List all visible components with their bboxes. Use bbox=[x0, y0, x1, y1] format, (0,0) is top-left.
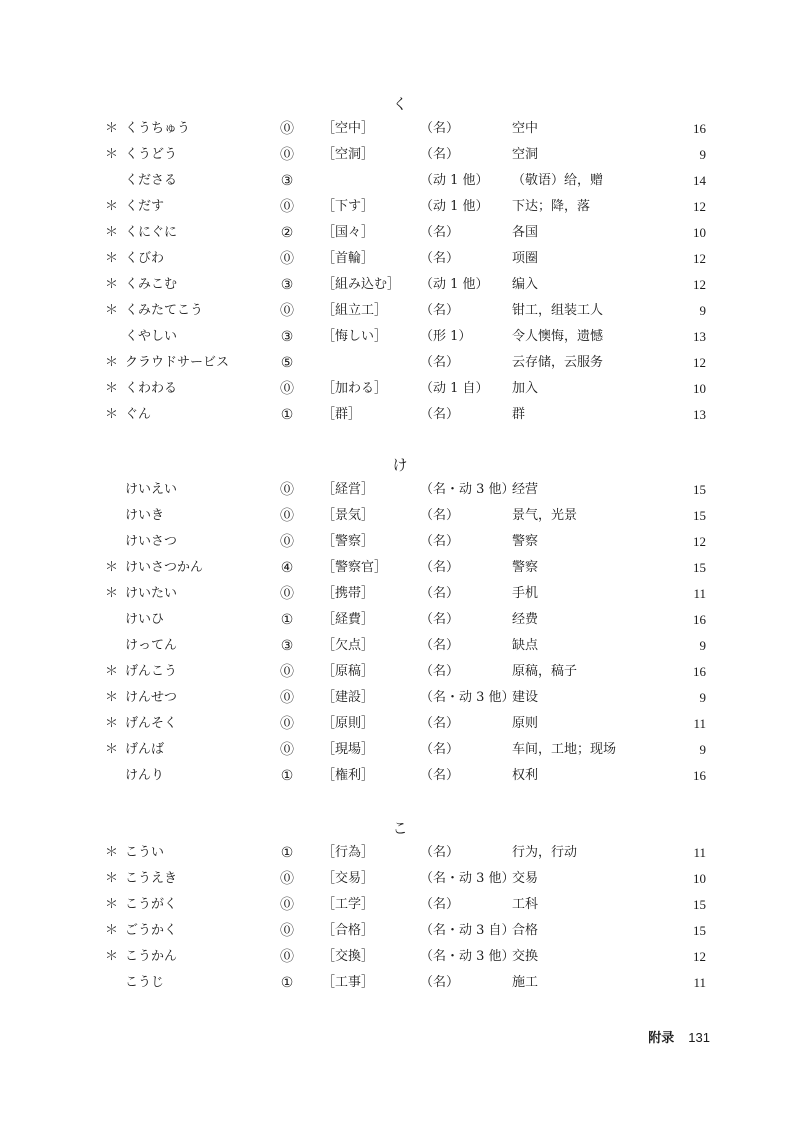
part-of-speech: （名） bbox=[420, 975, 460, 990]
entry-meaning: 加入 bbox=[512, 381, 539, 396]
lesson-number: 16 bbox=[693, 768, 706, 783]
lesson-number: 10 bbox=[693, 871, 706, 886]
entry-reading: くにぐに bbox=[125, 225, 178, 240]
part-of-speech: （名） bbox=[420, 407, 460, 422]
vocab-entry-row bbox=[0, 529, 800, 555]
vocab-entry-row bbox=[0, 737, 800, 763]
new-word-mark: ＊ bbox=[105, 716, 119, 731]
entry-kanji: ［合格］ bbox=[322, 923, 375, 938]
new-word-mark: ＊ bbox=[105, 225, 119, 240]
entry-list bbox=[0, 116, 800, 428]
entry-meaning: 下达；降，落 bbox=[512, 199, 591, 214]
accent-mark: ⓪ bbox=[280, 381, 294, 397]
entry-kanji: ［景気］ bbox=[322, 508, 375, 523]
entry-reading: ぐん bbox=[125, 407, 152, 422]
entry-kanji: ［工事］ bbox=[322, 975, 375, 990]
entry-kanji: ［経営］ bbox=[322, 482, 375, 497]
lesson-number: 9 bbox=[699, 147, 706, 162]
entry-kanji: ［警察］ bbox=[322, 534, 375, 549]
entry-list bbox=[0, 477, 800, 789]
accent-mark: ① bbox=[280, 407, 294, 423]
new-word-mark bbox=[105, 529, 119, 555]
entry-kanji: ［建設］ bbox=[322, 690, 375, 705]
vocab-entry-row bbox=[0, 477, 800, 503]
part-of-speech: （名） bbox=[420, 586, 460, 601]
accent-mark: ① bbox=[280, 845, 294, 861]
vocab-entry-row bbox=[0, 142, 800, 168]
entry-kanji: ［空中］ bbox=[322, 121, 375, 136]
lesson-number: 9 bbox=[699, 638, 706, 653]
entry-kanji: ［携帯］ bbox=[322, 586, 375, 601]
accent-mark: ④ bbox=[280, 560, 294, 576]
entry-reading: げんば bbox=[125, 742, 165, 757]
part-of-speech: （动 1 自） bbox=[420, 381, 489, 396]
new-word-mark bbox=[105, 607, 119, 633]
lesson-number: 12 bbox=[693, 949, 706, 964]
entry-kanji: ［下す］ bbox=[322, 199, 375, 214]
lesson-number: 11 bbox=[693, 975, 706, 990]
entry-kanji bbox=[322, 350, 417, 376]
lesson-number: 16 bbox=[693, 664, 706, 679]
new-word-mark: ＊ bbox=[105, 923, 119, 938]
entry-meaning: 景气，光景 bbox=[512, 508, 578, 523]
accent-mark: ⓪ bbox=[280, 664, 294, 680]
vocab-entry-row bbox=[0, 298, 800, 324]
entry-meaning: 施工 bbox=[512, 975, 539, 990]
part-of-speech: （名） bbox=[420, 303, 460, 318]
entry-reading: くみこむ bbox=[125, 277, 178, 292]
accent-mark: ③ bbox=[280, 638, 294, 654]
new-word-mark bbox=[105, 970, 119, 996]
part-of-speech: （名） bbox=[420, 612, 460, 627]
accent-mark: ⑤ bbox=[280, 355, 294, 371]
entry-meaning: 交易 bbox=[512, 871, 539, 886]
entry-meaning: 车间，工地；现场 bbox=[512, 742, 617, 757]
new-word-mark: ＊ bbox=[105, 845, 119, 860]
lesson-number: 15 bbox=[693, 923, 706, 938]
entry-kanji: ［現場］ bbox=[322, 742, 375, 757]
vocab-entry-row bbox=[0, 246, 800, 272]
entry-reading: けってん bbox=[125, 638, 178, 653]
accent-mark: ⓪ bbox=[280, 482, 294, 498]
entry-meaning: 建设 bbox=[512, 690, 539, 705]
page-number: 131 bbox=[688, 1030, 710, 1045]
part-of-speech: （动 1 他） bbox=[420, 173, 489, 188]
entry-kanji: ［工学］ bbox=[322, 897, 375, 912]
lesson-number: 14 bbox=[693, 173, 706, 188]
part-of-speech: （名） bbox=[420, 638, 460, 653]
entry-meaning: 缺点 bbox=[512, 638, 539, 653]
vocab-entry-row bbox=[0, 607, 800, 633]
part-of-speech: （名） bbox=[420, 225, 460, 240]
lesson-number: 10 bbox=[693, 381, 706, 396]
section-heading: く bbox=[392, 95, 408, 113]
accent-mark: ⓪ bbox=[280, 121, 294, 137]
entry-meaning: 经费 bbox=[512, 612, 539, 627]
part-of-speech: （名） bbox=[420, 534, 460, 549]
lesson-number: 9 bbox=[699, 742, 706, 757]
entry-reading: げんこう bbox=[125, 664, 178, 679]
vocab-entry-row bbox=[0, 503, 800, 529]
entry-meaning: 经营 bbox=[512, 482, 539, 497]
entry-reading: くうちゅう bbox=[125, 121, 191, 136]
part-of-speech: （名） bbox=[420, 664, 460, 679]
entry-reading: げんそく bbox=[125, 716, 178, 731]
entry-meaning: 行为，行动 bbox=[512, 845, 578, 860]
entry-reading: くうどう bbox=[125, 147, 178, 162]
vocab-entry-row bbox=[0, 866, 800, 892]
part-of-speech: （名） bbox=[420, 251, 460, 266]
vocab-entry-row bbox=[0, 970, 800, 996]
vocab-entry-row bbox=[0, 220, 800, 246]
accent-mark: ① bbox=[280, 768, 294, 784]
accent-mark: ① bbox=[280, 612, 294, 628]
vocab-entry-row bbox=[0, 892, 800, 918]
accent-mark: ③ bbox=[280, 329, 294, 345]
entry-meaning: 权利 bbox=[512, 768, 539, 783]
lesson-number: 15 bbox=[693, 508, 706, 523]
accent-mark: ⓪ bbox=[280, 897, 294, 913]
entry-meaning: 合格 bbox=[512, 923, 539, 938]
new-word-mark: ＊ bbox=[105, 277, 119, 292]
part-of-speech: （名） bbox=[420, 742, 460, 757]
entry-meaning: 群 bbox=[512, 407, 526, 422]
entry-reading: くだす bbox=[125, 199, 165, 214]
new-word-mark: ＊ bbox=[105, 199, 119, 214]
entry-reading: けいき bbox=[125, 508, 165, 523]
footer-label: 附录 bbox=[648, 1031, 675, 1046]
part-of-speech: （动 1 他） bbox=[420, 277, 489, 292]
accent-mark: ③ bbox=[280, 277, 294, 293]
new-word-mark: ＊ bbox=[105, 949, 119, 964]
entry-meaning: （敬语）给，赠 bbox=[512, 173, 604, 188]
accent-mark: ⓪ bbox=[280, 716, 294, 732]
accent-mark: ⓪ bbox=[280, 586, 294, 602]
vocab-entry-row bbox=[0, 633, 800, 659]
vocab-entry-row bbox=[0, 555, 800, 581]
entry-kanji: ［首輪］ bbox=[322, 251, 375, 266]
entry-kanji: ［群］ bbox=[322, 407, 362, 422]
vocab-entry-row bbox=[0, 918, 800, 944]
new-word-mark bbox=[105, 324, 119, 350]
entry-meaning: 空中 bbox=[512, 121, 539, 136]
vocab-entry-row bbox=[0, 711, 800, 737]
vocab-entry-row bbox=[0, 685, 800, 711]
lesson-number: 13 bbox=[693, 407, 706, 422]
section-heading: こ bbox=[392, 819, 408, 837]
entry-meaning: 工科 bbox=[512, 897, 539, 912]
entry-meaning: 钳工，组装工人 bbox=[512, 303, 604, 318]
vocab-entry-row bbox=[0, 194, 800, 220]
vocab-entry-row bbox=[0, 272, 800, 298]
entry-kanji: ［空洞］ bbox=[322, 147, 375, 162]
new-word-mark: ＊ bbox=[105, 121, 119, 136]
accent-mark: ⓪ bbox=[280, 690, 294, 706]
entry-reading: けいえい bbox=[125, 482, 178, 497]
entry-kanji: ［原稿］ bbox=[322, 664, 375, 679]
part-of-speech: （名・动 3 他） bbox=[420, 871, 515, 886]
entry-meaning: 警察 bbox=[512, 534, 539, 549]
new-word-mark: ＊ bbox=[105, 147, 119, 162]
new-word-mark: ＊ bbox=[105, 303, 119, 318]
entry-kanji: ［権利］ bbox=[322, 768, 375, 783]
entry-meaning: 警察 bbox=[512, 560, 539, 575]
lesson-number: 16 bbox=[693, 121, 706, 136]
lesson-number: 12 bbox=[693, 251, 706, 266]
part-of-speech: （名・动 3 他） bbox=[420, 690, 515, 705]
entry-meaning: 编入 bbox=[512, 277, 539, 292]
lesson-number: 9 bbox=[699, 690, 706, 705]
accent-mark: ② bbox=[280, 225, 294, 241]
entry-kanji: ［国々］ bbox=[322, 225, 375, 240]
lesson-number: 12 bbox=[693, 277, 706, 292]
entry-list bbox=[0, 840, 800, 996]
entry-kanji: ［組立工］ bbox=[322, 303, 388, 318]
part-of-speech: （名・动 3 他） bbox=[420, 482, 515, 497]
entry-reading: こうえき bbox=[125, 871, 178, 886]
entry-reading: こうかん bbox=[125, 949, 178, 964]
entry-meaning: 各国 bbox=[512, 225, 539, 240]
page-footer bbox=[600, 1028, 710, 1048]
new-word-mark bbox=[105, 503, 119, 529]
lesson-number: 11 bbox=[693, 845, 706, 860]
vocab-entry-row bbox=[0, 376, 800, 402]
vocab-entry-row bbox=[0, 581, 800, 607]
accent-mark: ⓪ bbox=[280, 199, 294, 215]
new-word-mark bbox=[105, 168, 119, 194]
part-of-speech: （名・动 3 他） bbox=[420, 949, 515, 964]
part-of-speech: （名） bbox=[420, 768, 460, 783]
entry-reading: こうじ bbox=[125, 975, 165, 990]
new-word-mark: ＊ bbox=[105, 381, 119, 396]
vocab-entry-row bbox=[0, 763, 800, 789]
entry-reading: こうがく bbox=[125, 897, 178, 912]
vocab-entry-row bbox=[0, 168, 800, 194]
part-of-speech: （名） bbox=[420, 845, 460, 860]
entry-kanji: ［原則］ bbox=[322, 716, 375, 731]
part-of-speech: （名） bbox=[420, 355, 460, 370]
entry-kanji: ［経費］ bbox=[322, 612, 375, 627]
entry-kanji: ［警察官］ bbox=[322, 560, 388, 575]
accent-mark: ③ bbox=[280, 173, 294, 189]
entry-reading: くやしい bbox=[125, 329, 178, 344]
entry-reading: けいさつかん bbox=[125, 560, 204, 575]
accent-mark: ⓪ bbox=[280, 871, 294, 887]
entry-reading: けんせつ bbox=[125, 690, 178, 705]
entry-reading: くびわ bbox=[125, 251, 165, 266]
vocab-entry-row bbox=[0, 659, 800, 685]
new-word-mark: ＊ bbox=[105, 664, 119, 679]
accent-mark: ⓪ bbox=[280, 303, 294, 319]
entry-reading: くださる bbox=[125, 173, 178, 188]
entry-reading: けいたい bbox=[125, 586, 178, 601]
part-of-speech: （名） bbox=[420, 121, 460, 136]
entry-kanji: ［交換］ bbox=[322, 949, 375, 964]
new-word-mark: ＊ bbox=[105, 742, 119, 757]
entry-meaning: 手机 bbox=[512, 586, 539, 601]
vocab-entry-row bbox=[0, 324, 800, 350]
entry-meaning: 原稿，稿子 bbox=[512, 664, 578, 679]
lesson-number: 12 bbox=[693, 355, 706, 370]
lesson-number: 15 bbox=[693, 482, 706, 497]
accent-mark: ⓪ bbox=[280, 923, 294, 939]
vocab-entry-row bbox=[0, 350, 800, 376]
entry-kanji: ［悔しい］ bbox=[322, 329, 388, 344]
accent-mark: ① bbox=[280, 975, 294, 991]
entry-meaning: 令人懊悔，遗憾 bbox=[512, 329, 604, 344]
new-word-mark: ＊ bbox=[105, 407, 119, 422]
entry-kanji: ［行為］ bbox=[322, 845, 375, 860]
entry-kanji bbox=[322, 168, 417, 194]
lesson-number: 15 bbox=[693, 897, 706, 912]
entry-reading: クラウドサービス bbox=[125, 355, 230, 370]
part-of-speech: （名・动 3 自） bbox=[420, 923, 515, 938]
entry-reading: けいさつ bbox=[125, 534, 178, 549]
lesson-number: 13 bbox=[693, 329, 706, 344]
accent-mark: ⓪ bbox=[280, 534, 294, 550]
part-of-speech: （名） bbox=[420, 147, 460, 162]
new-word-mark: ＊ bbox=[105, 251, 119, 266]
accent-mark: ⓪ bbox=[280, 147, 294, 163]
entry-reading: くみたてこう bbox=[125, 303, 204, 318]
lesson-number: 11 bbox=[693, 716, 706, 731]
new-word-mark bbox=[105, 633, 119, 659]
lesson-number: 11 bbox=[693, 586, 706, 601]
accent-mark: ⓪ bbox=[280, 251, 294, 267]
new-word-mark: ＊ bbox=[105, 871, 119, 886]
new-word-mark bbox=[105, 477, 119, 503]
new-word-mark: ＊ bbox=[105, 897, 119, 912]
lesson-number: 12 bbox=[693, 534, 706, 549]
entry-kanji: ［組み込む］ bbox=[322, 277, 401, 292]
lesson-number: 9 bbox=[699, 303, 706, 318]
new-word-mark bbox=[105, 763, 119, 789]
part-of-speech: （动 1 他） bbox=[420, 199, 489, 214]
entry-reading: けいひ bbox=[125, 612, 165, 627]
entry-kanji: ［交易］ bbox=[322, 871, 375, 886]
new-word-mark: ＊ bbox=[105, 586, 119, 601]
entry-kanji: ［加わる］ bbox=[322, 381, 388, 396]
part-of-speech: （名） bbox=[420, 508, 460, 523]
entry-meaning: 项圈 bbox=[512, 251, 539, 266]
accent-mark: ⓪ bbox=[280, 508, 294, 524]
entry-kanji: ［欠点］ bbox=[322, 638, 375, 653]
part-of-speech: （名） bbox=[420, 560, 460, 575]
lesson-number: 16 bbox=[693, 612, 706, 627]
new-word-mark: ＊ bbox=[105, 355, 119, 370]
new-word-mark: ＊ bbox=[105, 690, 119, 705]
vocab-entry-row bbox=[0, 944, 800, 970]
vocab-entry-row bbox=[0, 840, 800, 866]
accent-mark: ⓪ bbox=[280, 742, 294, 758]
entry-reading: けんり bbox=[125, 768, 165, 783]
entry-meaning: 交换 bbox=[512, 949, 539, 964]
lesson-number: 15 bbox=[693, 560, 706, 575]
accent-mark: ⓪ bbox=[280, 949, 294, 965]
section-heading: け bbox=[392, 456, 408, 474]
entry-meaning: 云存储，云服务 bbox=[512, 355, 604, 370]
lesson-number: 12 bbox=[693, 199, 706, 214]
entry-reading: こうい bbox=[125, 845, 165, 860]
vocab-entry-row bbox=[0, 402, 800, 428]
lesson-number: 10 bbox=[693, 225, 706, 240]
part-of-speech: （名） bbox=[420, 716, 460, 731]
entry-meaning: 原则 bbox=[512, 716, 539, 731]
part-of-speech: （形 1） bbox=[420, 329, 472, 344]
entry-reading: ごうかく bbox=[125, 923, 178, 938]
new-word-mark: ＊ bbox=[105, 560, 119, 575]
vocab-entry-row bbox=[0, 116, 800, 142]
part-of-speech: （名） bbox=[420, 897, 460, 912]
entry-reading: くわわる bbox=[125, 381, 178, 396]
entry-meaning: 空洞 bbox=[512, 147, 539, 162]
